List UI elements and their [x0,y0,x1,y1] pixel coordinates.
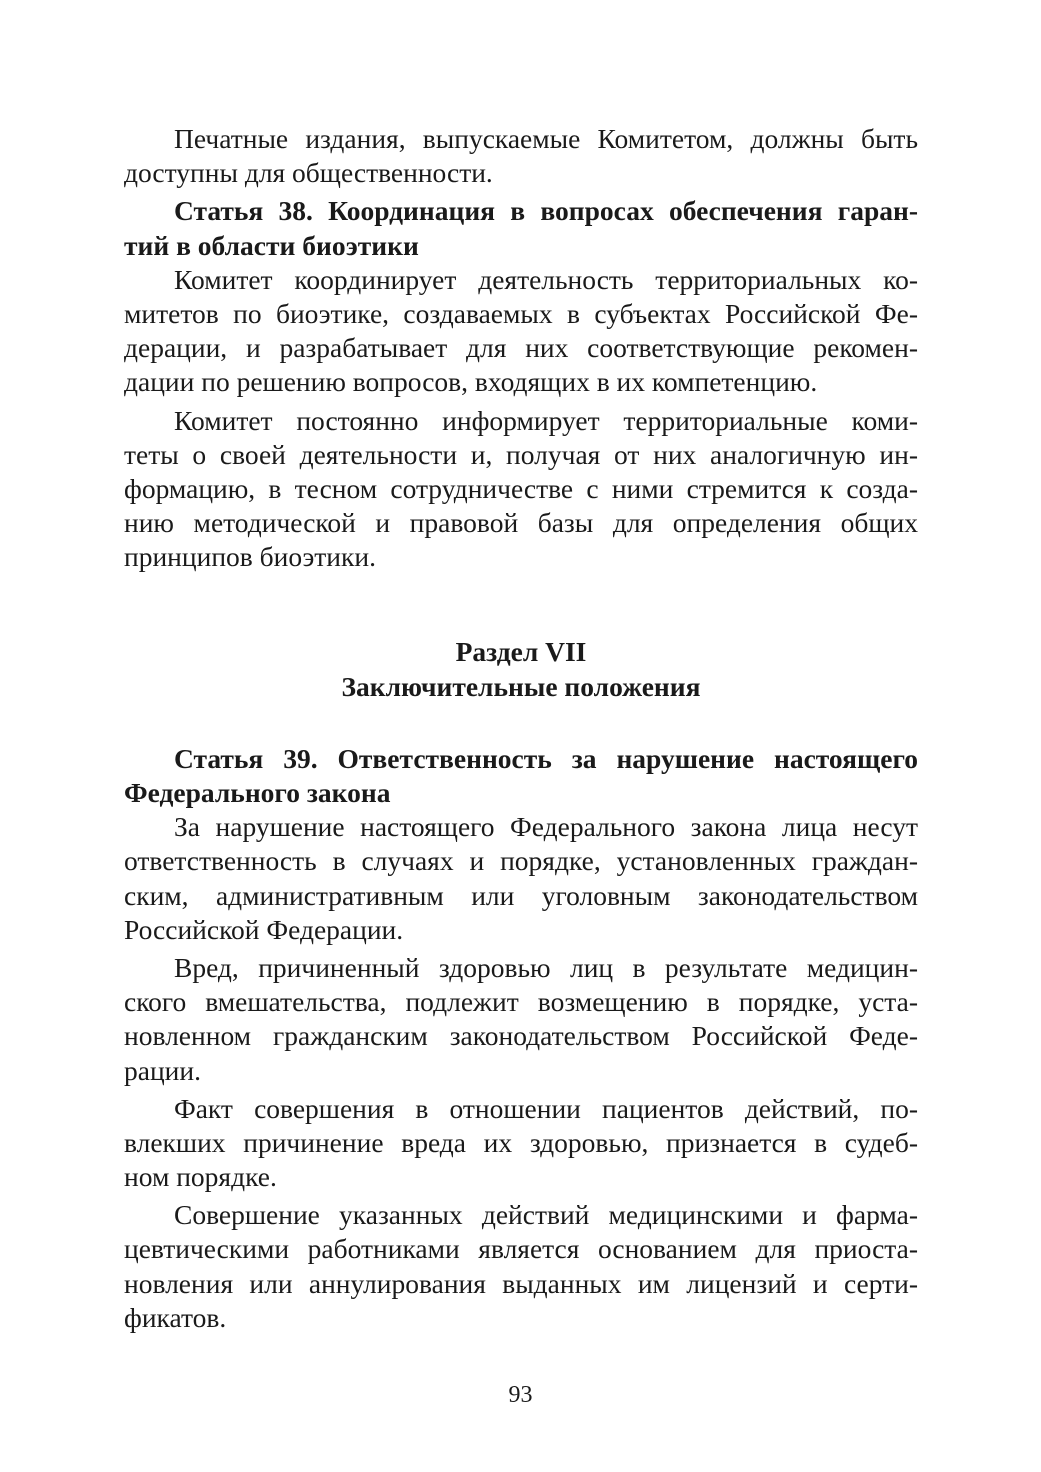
article-39-heading [124,742,918,810]
text-line: ским, административным или уголовным законодательством [124,879,918,911]
section-title: Заключительные положения [341,670,701,702]
text-line: цевтическими работниками является основанием для приоста- [124,1233,918,1265]
text-line: теты о своей деятельности и, получая от них аналогичную ин- [124,438,918,470]
text-line: Совершение указанных действий медицинскими и фарма- [174,1199,918,1231]
text-line: формацию, в тесном сотрудничестве с ними стремится к созда- [124,472,918,504]
section-heading [124,635,918,703]
paragraph-committee-coordinates [124,263,918,400]
heading-line: Статья 39. Ответственность за нарушение настоящего [174,742,918,774]
text-line: влекших причинение вреда их здоровью, признается в судеб- [124,1126,918,1158]
text-line: Факт совершения в отношении пациентов действий, по- [174,1092,918,1124]
text-line: ном порядке. [124,1161,277,1193]
text-line: рации. [124,1054,201,1086]
paragraph-violation-liability [124,810,918,947]
paragraph-printed-editions [124,122,918,190]
text-line: принципов биоэтики. [124,541,376,573]
paragraph-court-recognition [124,1092,918,1195]
text-line: новленном гражданским законодательством Российской Феде- [124,1020,918,1052]
text-line: Вред, причиненный здоровью лиц в результате медицин- [174,951,918,983]
heading-line: Статья 38. Координация в вопросах обеспечения гаран- [174,195,918,227]
text-line: Комитет координирует деятельность территориальных ко- [174,263,918,295]
text-line: новления или аннулирования выданных им лицензий и серти- [124,1267,918,1299]
heading-line: тий в области биоэтики [124,229,419,261]
text-line: Печатные издания, выпускаемые Комитетом, должны быть [174,123,918,154]
article-38-heading [124,194,918,262]
page-number: 93 [508,1382,533,1408]
text-line: дерации, и разрабатывает для них соответствующие рекомен- [124,332,918,364]
paragraph-harm-compensation [124,951,918,1088]
page-body [124,122,918,1339]
text-line: Российской Федерации. [124,913,404,945]
text-line: дации по решению вопросов, входящих в их компетенцию. [124,366,818,398]
text-line: ского вмешательства, подлежит возмещению в порядке, уста- [124,986,918,1018]
text-line: фикатов. [124,1301,227,1333]
text-line: митетов по биоэтике, создаваемых в субъектах Российской Фе- [124,297,918,329]
section-number: Раздел VII [455,636,587,668]
heading-line: Федерального закона [124,777,391,808]
text-line: нию методической и правовой базы для определения общих [124,507,918,539]
text-line: За нарушение настоящего Федерального закона лица несут [174,811,918,843]
paragraph-license-suspension [124,1198,918,1335]
text-line: Комитет постоянно информирует территориальные коми- [174,404,918,436]
text-line: ответственность в случаях и порядке, установленных граждан- [124,845,918,877]
text-line: доступны для общественности. [124,157,493,189]
paragraph-committee-informs [124,404,918,575]
